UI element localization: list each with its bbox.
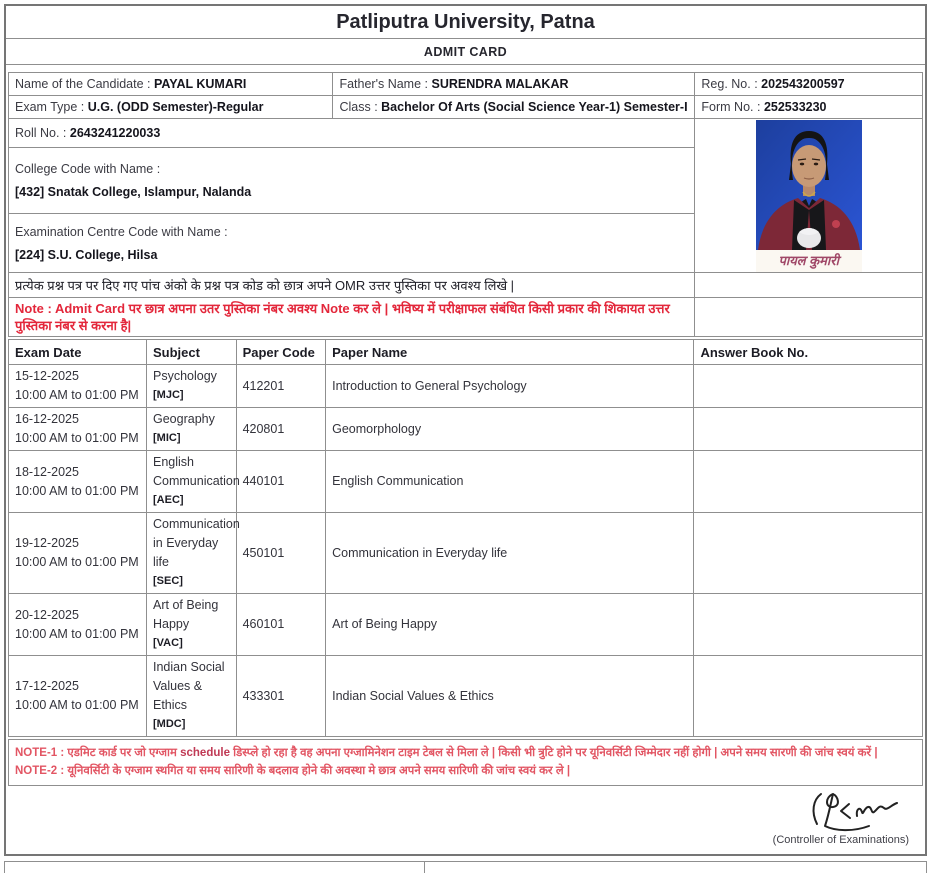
roll-no-cell (9, 119, 695, 148)
university-title-text: Patliputra University, Patna (336, 10, 595, 33)
candidate-info-table (8, 72, 923, 337)
subject-name: Geography (153, 412, 215, 426)
form-no-value: 252533230 (763, 100, 827, 114)
form-no-cell (695, 96, 923, 119)
subject-tag: [SEC] (153, 575, 183, 587)
reg-no-label: Reg. No. : (701, 77, 758, 91)
exam-type-cell (9, 96, 333, 119)
subject-name: Art of Being Happy (153, 598, 219, 631)
red-note-empty-cell (695, 298, 923, 337)
paper-code-cell: 460101 (236, 594, 326, 656)
reg-no-cell (695, 73, 923, 96)
exam-time: 10:00 AM to 01:00 PM (15, 431, 139, 445)
paper-name-cell: Art of Being Happy (326, 594, 694, 656)
college-label: College Code with Name : (15, 162, 161, 176)
father-name-value: SURENDRA MALAKAR (431, 77, 569, 91)
subject-cell (147, 365, 237, 408)
candidate-photo-image (756, 120, 862, 250)
exam-time: 10:00 AM to 01:00 PM (15, 626, 139, 641)
subject-tag: [MDC] (153, 718, 186, 730)
note-2: NOTE-2 : यूनिवर्सिटी के एग्जाम स्थगित या समय सारिणी के बदलाव होने की अवस्था मे छात्र अपने समय सारिणी की जांच स्वयं कर ले | (15, 765, 571, 777)
schedule-row-5 (9, 594, 923, 656)
paper-name-cell: Geomorphology (326, 408, 694, 451)
exam-time: 10:00 AM to 01:00 PM (15, 698, 139, 712)
photo-cell (695, 119, 923, 273)
schedule-row-3 (9, 451, 923, 513)
paper-name-cell: Indian Social Values & Ethics (326, 656, 694, 737)
exam-date-cell (9, 594, 147, 656)
exam-centre-value: [224] S.U. College, Hilsa (15, 247, 158, 262)
col-header-paper-name: Paper Name (326, 340, 694, 365)
omr-note-empty-cell (695, 273, 923, 298)
omr-note-cell: प्रत्येक प्रश्न पत्र पर दिए गए पांच अंको के प्रश्न पत्र कोड को छात्र अपने OMR उत्तर पुस्तिका पर अवश्य लिखे | (9, 273, 695, 298)
admit-card-page (0, 4, 939, 846)
omr-note-row (9, 273, 923, 298)
signature-area (8, 786, 923, 854)
col-header-answer-book: Answer Book No. (694, 340, 923, 365)
schedule-row-2 (9, 408, 923, 451)
footer-notes-box (8, 739, 923, 786)
subject-tag: [MJC] (153, 389, 184, 401)
subject-name: English Communication (153, 455, 240, 488)
candidate-photo (756, 120, 862, 272)
schedule-header-row (9, 340, 923, 365)
exam-date: 18-12-2025 (15, 464, 79, 479)
subject-name: Communication in Everyday life (153, 517, 240, 569)
paper-name-cell: English Communication (326, 451, 694, 513)
exam-date: 16-12-2025 (15, 412, 79, 426)
schedule-row-4 (9, 513, 923, 594)
subject-tag: [VAC] (153, 637, 183, 649)
paper-code-cell: 440101 (236, 451, 326, 513)
exam-time: 10:00 AM to 01:00 PM (15, 388, 139, 402)
info-row-2 (9, 96, 923, 119)
exam-time: 10:00 AM to 01:00 PM (15, 483, 139, 498)
next-card-divider (424, 862, 425, 873)
roll-no-value: 2643241220033 (69, 126, 161, 140)
class-cell (333, 96, 695, 119)
roll-no-label: Roll No. : (15, 126, 67, 140)
admit-card (4, 4, 927, 856)
exam-type-value: U.G. (ODD Semester)-Regular (87, 100, 264, 114)
reg-no-value: 202543200597 (761, 77, 845, 91)
subject-tag: [MIC] (153, 432, 181, 444)
subject-name: Indian Social Values & Ethics (153, 660, 225, 712)
exam-date: 17-12-2025 (15, 679, 79, 693)
schedule-row-6 (9, 656, 923, 737)
paper-code-cell: 433301 (236, 656, 326, 737)
subject-cell (147, 656, 237, 737)
exam-time: 10:00 AM to 01:00 PM (15, 555, 139, 569)
col-header-paper-code: Paper Code (236, 340, 326, 365)
exam-date: 15-12-2025 (15, 369, 79, 383)
paper-code-cell: 412201 (236, 365, 326, 408)
exam-date-cell (9, 656, 147, 737)
answer-book-cell (694, 513, 923, 594)
note-1 (15, 744, 916, 762)
form-no-label: Form No. : (701, 100, 761, 114)
college-value: [432] Snatak College, Islampur, Nalanda (15, 185, 252, 199)
college-cell (9, 148, 695, 214)
father-name-label: Father's Name : (339, 77, 428, 91)
answer-book-cell (694, 408, 923, 451)
exam-date-cell (9, 365, 147, 408)
paper-code-cell: 420801 (236, 408, 326, 451)
admit-card-heading (6, 39, 925, 65)
col-header-exam-date: Exam Date (9, 340, 147, 365)
answer-book-cell (694, 594, 923, 656)
subject-tag: [AEC] (153, 494, 184, 506)
paper-name-cell: Communication in Everyday life (326, 513, 694, 594)
next-card-sliver (4, 861, 927, 873)
subject-cell (147, 594, 237, 656)
note-1-prefix: NOTE-1 : एडमिट कार्ड पर जो एग्जाम (15, 747, 177, 759)
exam-schedule-table (8, 339, 923, 737)
exam-date: 20-12-2025 (15, 607, 79, 622)
red-note-row (9, 298, 923, 337)
roll-no-row (9, 119, 923, 148)
exam-date-cell (9, 513, 147, 594)
answer-book-cell (694, 451, 923, 513)
answer-book-cell (694, 365, 923, 408)
exam-date-cell (9, 408, 147, 451)
signatory-label: (Controller of Examinations) (772, 834, 909, 846)
subject-cell (147, 451, 240, 513)
candidate-name-value: PAYAL KUMARI (153, 77, 247, 91)
class-label: Class : (339, 100, 378, 114)
subject-name: Psychology (153, 369, 217, 383)
paper-name-cell: Introduction to General Psychology (326, 365, 694, 408)
card-content (6, 65, 925, 854)
info-row-1 (9, 73, 923, 96)
candidate-name-cell (9, 73, 333, 96)
answer-book-cell (694, 656, 923, 737)
red-note-cell: Note : Admit Card पर छात्र अपना उतर पुस्तिका नंबर अवश्य Note कर ले | भविष्य में परीक्षाफल संबंधित किसी प्रकार की शिकायत उत्तर पुस्तिका नंबर से करना है| (9, 298, 695, 337)
col-header-subject: Subject (147, 340, 237, 365)
exam-centre-cell (9, 214, 695, 273)
father-name-cell (333, 73, 695, 96)
exam-type-label: Exam Type : (15, 100, 85, 114)
class-value: Bachelor Of Arts (Social Science Year-1) Semester-I (381, 100, 688, 114)
subject-cell (147, 408, 237, 451)
schedule-row-1 (9, 365, 923, 408)
controller-signature-image (805, 788, 905, 832)
university-title (6, 6, 925, 39)
photo-signature-caption: पायल कुमारी (756, 250, 862, 272)
exam-centre-label: Examination Centre Code with Name : (15, 224, 228, 239)
controller-signature-block (773, 788, 909, 846)
candidate-name-label: Name of the Candidate : (15, 77, 151, 91)
subject-cell (147, 513, 240, 594)
note-1-rest: डिस्प्ले हो रहा है वह अपना एग्जामिनेशन टाइम टेबल से मिला ले | किसी भी त्रुटि होने पर यूनिवर्सिटी जिम्मेदार नहीं होगी | अपने समय सारणी की जांच स्वयं करें | (233, 747, 878, 759)
note-1-schedule-word: schedule (180, 747, 230, 759)
exam-date-cell (9, 451, 147, 513)
admit-card-heading-text: ADMIT CARD (423, 44, 508, 59)
exam-date: 19-12-2025 (15, 536, 79, 550)
paper-code-cell: 450101 (236, 513, 326, 594)
